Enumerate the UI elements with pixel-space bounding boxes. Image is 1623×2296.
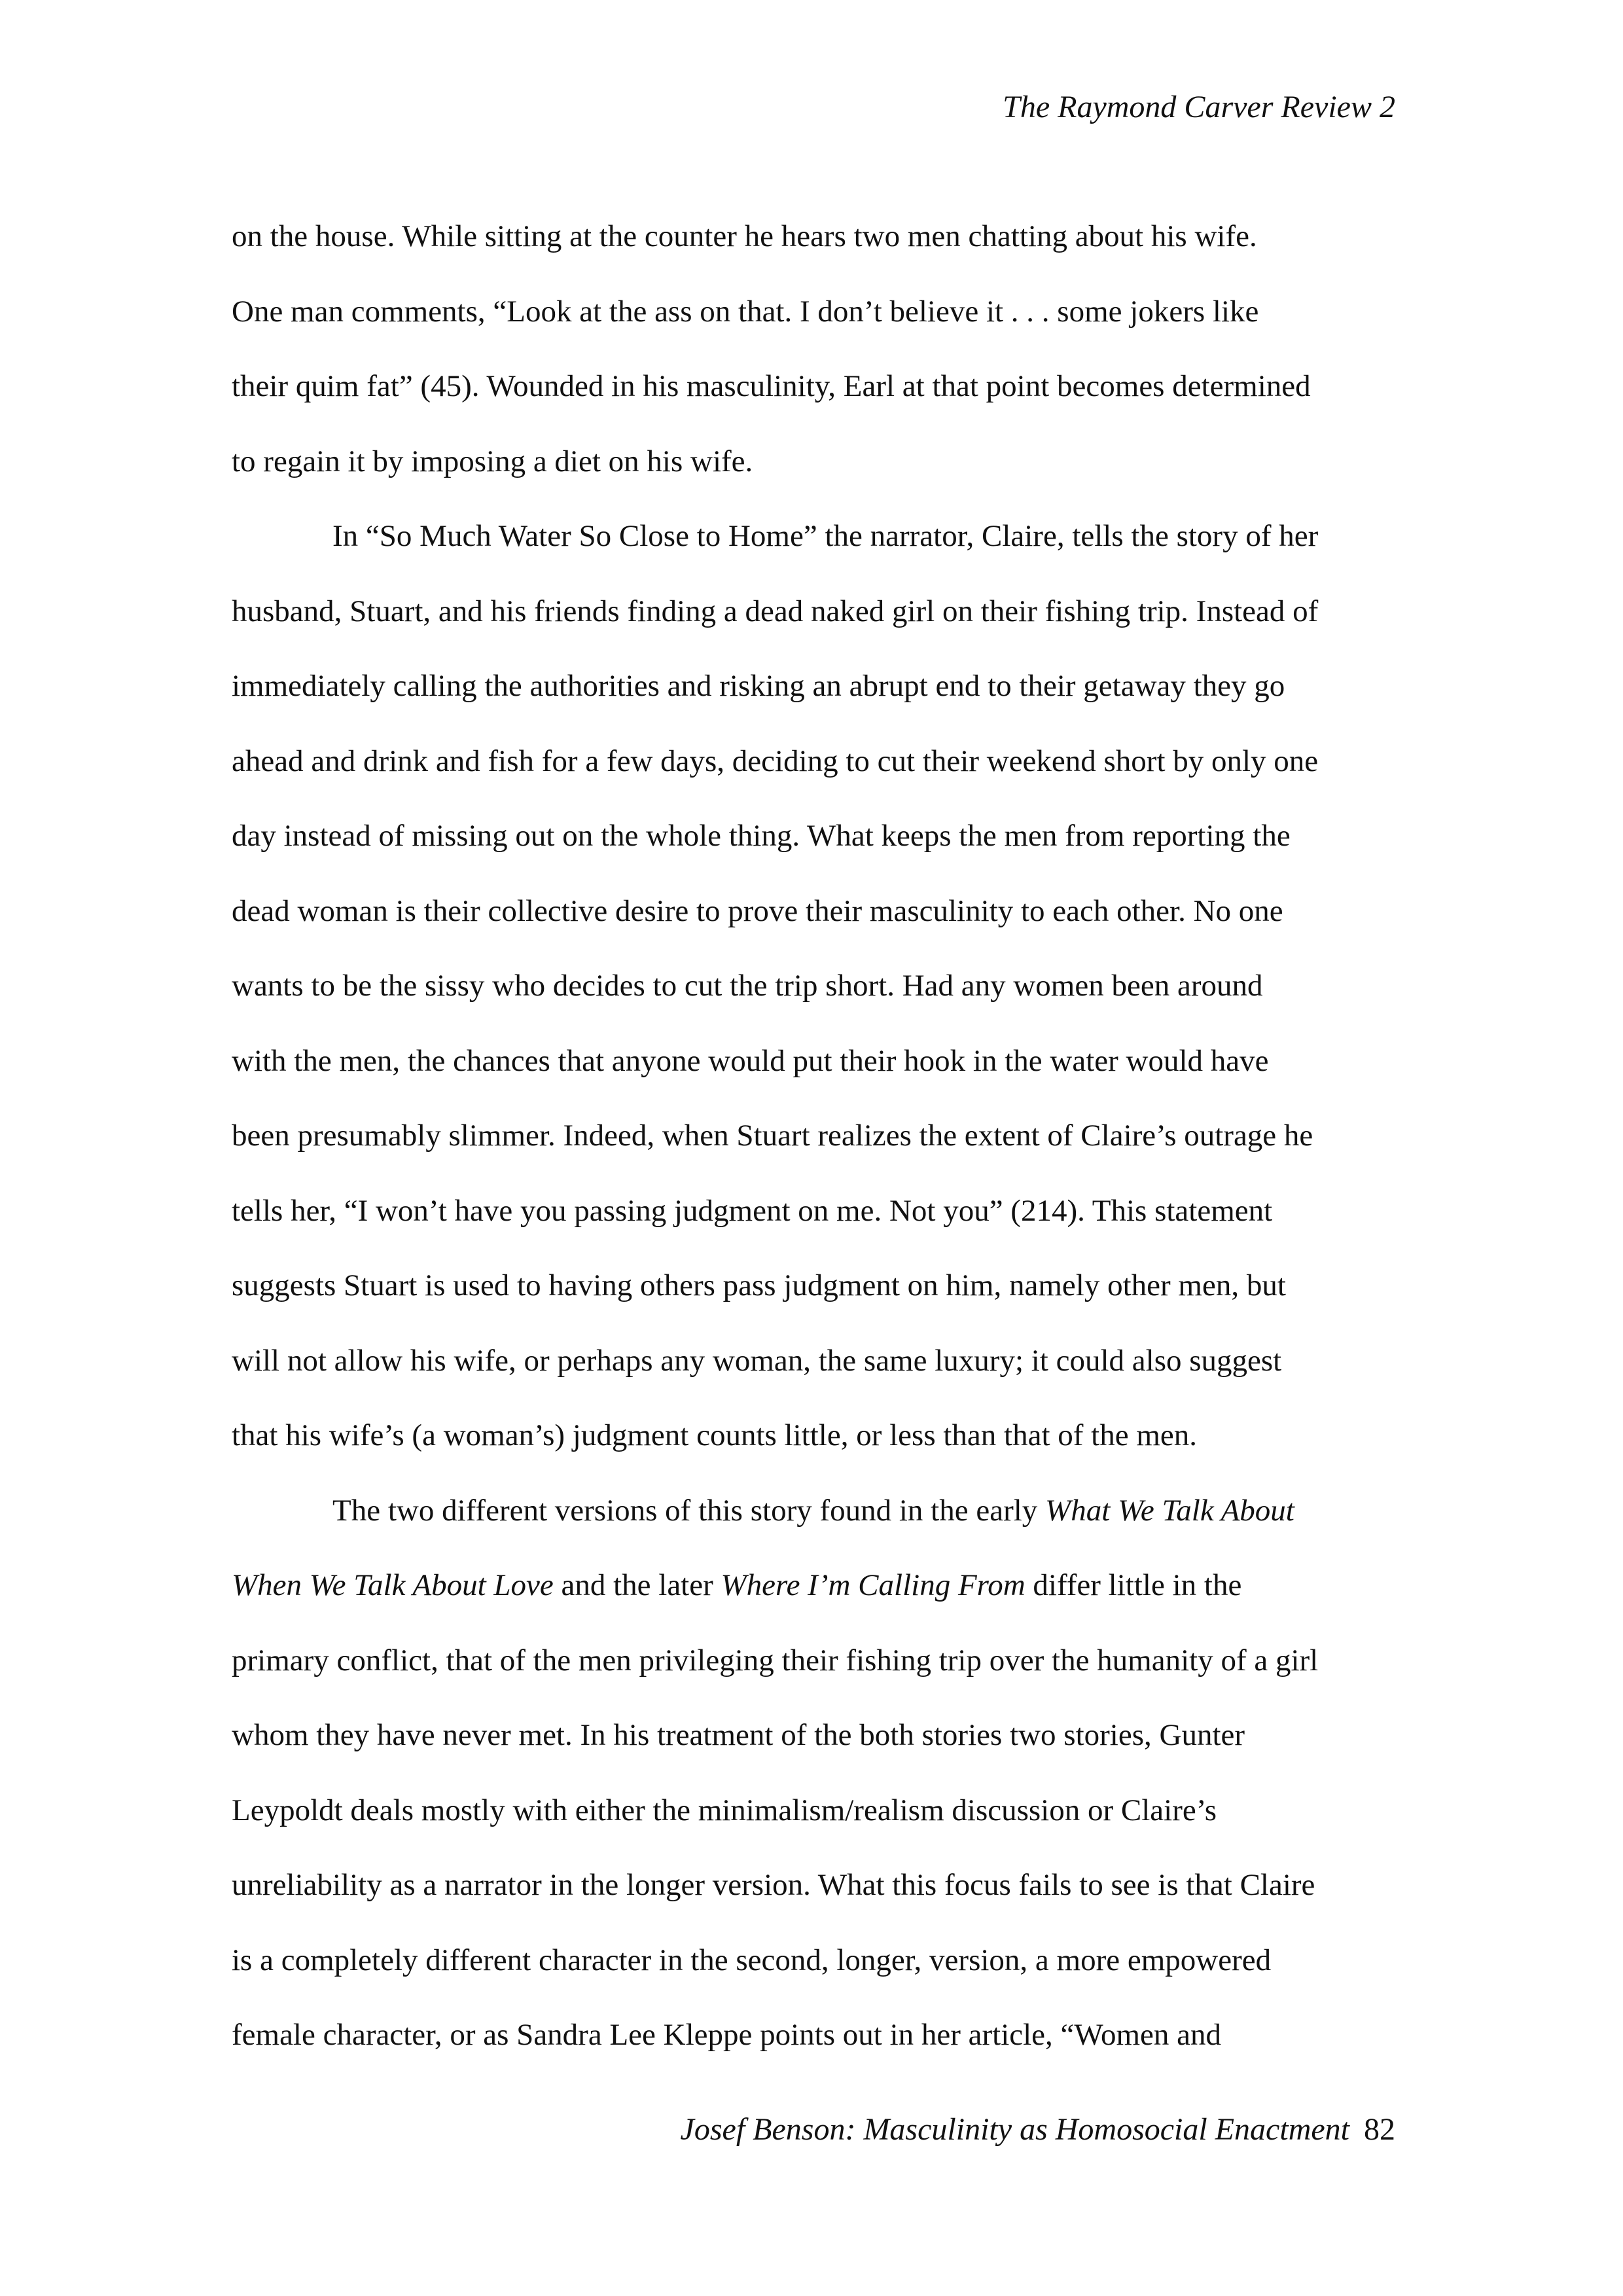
text-line: unreliability as a narrator in the longer version. What this focus fails to see is that Claire: [232, 1868, 1315, 1902]
text-line: been presumably slimmer. Indeed, when Stuart realizes the extent of Claire’s outrage he: [232, 1119, 1313, 1153]
text-line: ahead and drink and fish for a few days, deciding to cut their weekend short by only one: [232, 744, 1319, 778]
book-title-italic: Where I’m Calling From: [721, 1568, 1026, 1602]
text-line: on the house. While sitting at the counter he hears two men chatting about his wife.: [232, 219, 1257, 253]
text-line: is a completely different character in the second, longer, version, a more empowered: [232, 1943, 1272, 1977]
text-line: their quim fat” (45). Wounded in his masculinity, Earl at that point becomes determined: [232, 369, 1311, 403]
book-title-italic: What We Talk About: [1045, 1493, 1294, 1528]
text-run: and the later: [553, 1568, 721, 1602]
running-header: [1003, 92, 1395, 123]
paragraph-start-line: [232, 1473, 1397, 1549]
text-line: wants to be the sissy who decides to cut the trip short. Had any women been around: [232, 969, 1263, 1003]
text-line: husband, Stuart, and his friends finding a dead naked girl on their fishing trip. Instead of: [232, 594, 1319, 628]
text-run: differ little in the: [1025, 1568, 1242, 1602]
text-line: with the men, the chances that anyone would put their hook in the water would have: [232, 1043, 1269, 1078]
text-line: that his wife’s (a woman’s) judgment counts little, or less than that of the men.: [232, 1418, 1197, 1452]
page-number: 82: [1364, 2112, 1395, 2147]
text-line: will not allow his wife, or perhaps any woman, the same luxury; it could also suggest: [232, 1343, 1282, 1378]
text-line: primary conflict, that of the men privileging their fishing trip over the humanity of a girl: [232, 1643, 1319, 1677]
body-text: [232, 199, 1397, 2073]
text-line: female character, or as Sandra Lee Kleppe points out in her article, “Women and: [232, 2018, 1222, 2052]
text-line: tells her, “I won’t have you passing judgment on me. Not you” (214). This statement: [232, 1193, 1273, 1228]
book-title-italic: When We Talk About Love: [232, 1568, 554, 1602]
text-line: day instead of missing out on the whole thing. What keeps the men from reporting the: [232, 819, 1291, 853]
text-line: Leypoldt deals mostly with either the minimalism/realism discussion or Claire’s: [232, 1793, 1217, 1827]
text-line: suggests Stuart is used to having others pass judgment on him, namely other men, but: [232, 1268, 1286, 1302]
text-line: One man comments, “Look at the ass on that. I don’t believe it . . . some jokers like: [232, 294, 1259, 329]
text-line: to regain it by imposing a diet on his wife.: [232, 444, 753, 478]
text-run: The two different versions of this story found in the early: [332, 1493, 1046, 1528]
text-line: [232, 1548, 1397, 1623]
text-line: immediately calling the authorities and risking an abrupt end to their getaway they go: [232, 669, 1285, 703]
text-line: dead woman is their collective desire to prove their masculinity to each other. No one: [232, 893, 1283, 928]
running-header-title: The Raymond Carver Review 2: [1003, 90, 1395, 124]
paragraph-start-line: In “So Much Water So Close to Home” the narrator, Claire, tells the story of her: [332, 519, 1319, 553]
text-line: whom they have never met. In his treatment of the both stories two stories, Gunter: [232, 1718, 1245, 1752]
footer-title: Josef Benson: Masculinity as Homosocial Enactment: [680, 2112, 1349, 2147]
running-footer: [681, 2114, 1395, 2145]
